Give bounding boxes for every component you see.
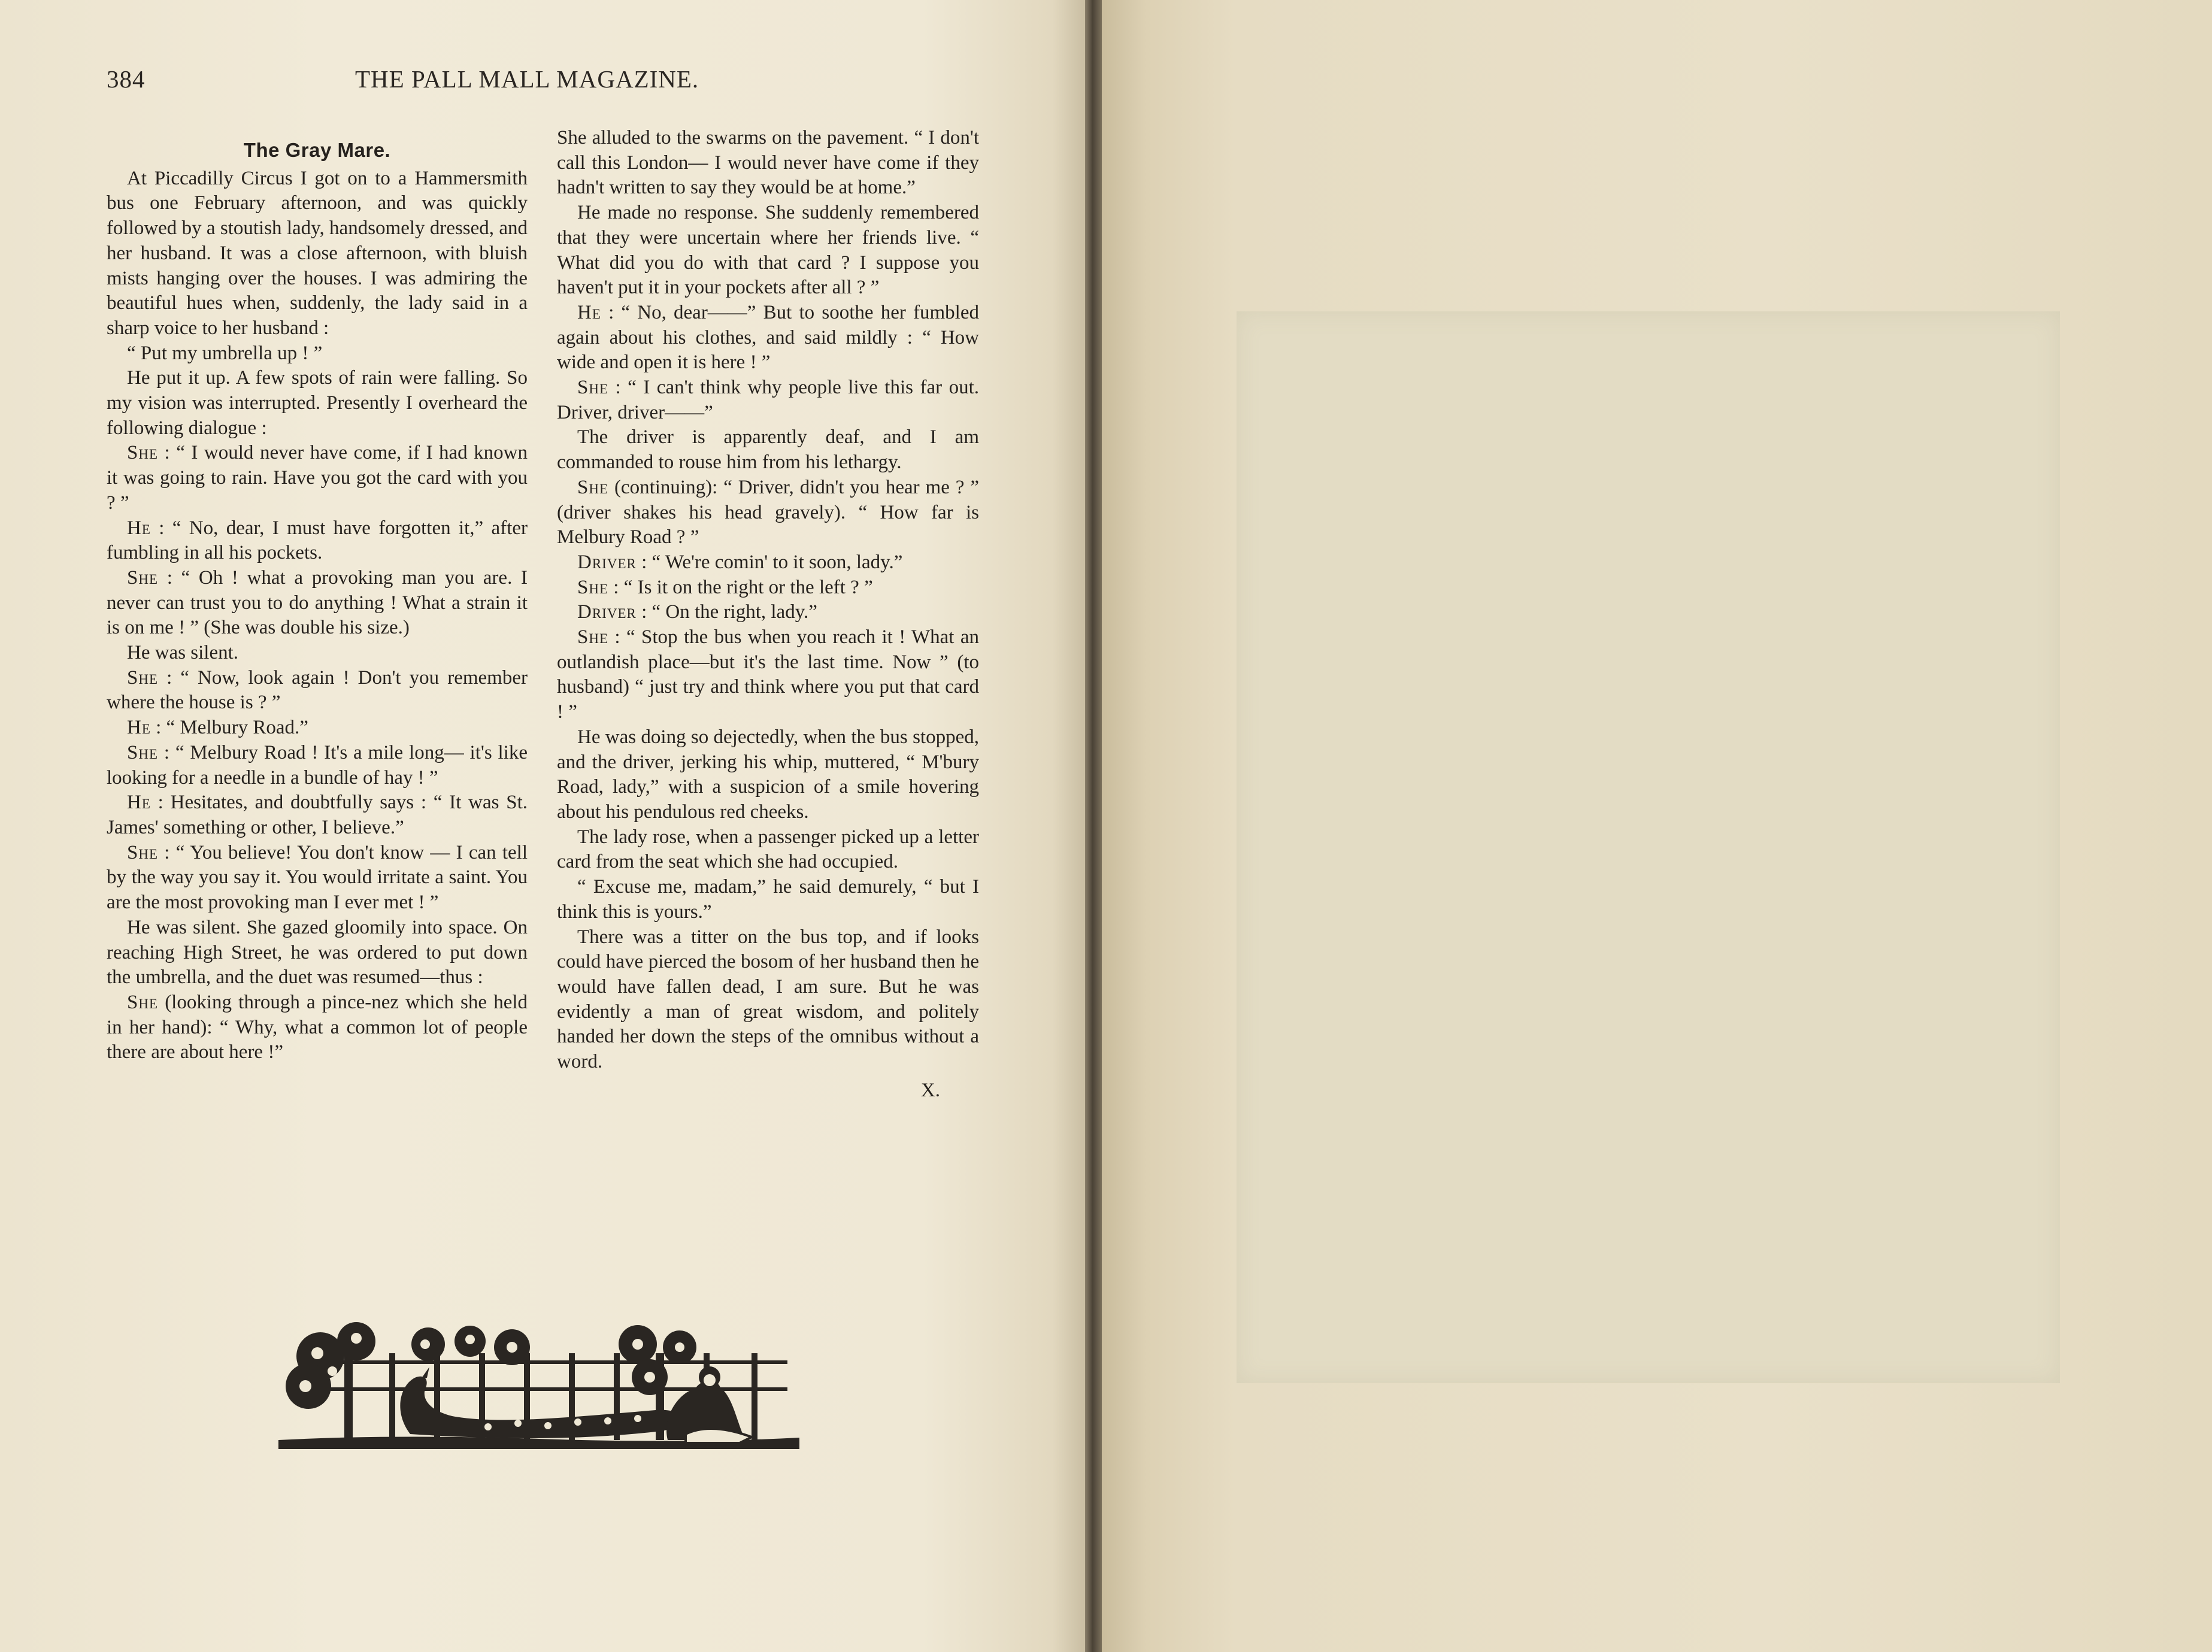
speaker-label: She [127,566,159,589]
paragraph [557,425,979,475]
paragraph [557,375,979,425]
paragraph-text: “ Excuse me, madam,” he said demurely, “ but I think this is yours.” [557,876,979,923]
speaker-label: He [577,301,601,323]
paragraph-text: : “ You believe! You don't know — I can tell by the way you say it. You would irritate a saint. You are the most provoking man I ever met ! ” [107,841,528,914]
paragraph-text: She alluded to the swarms on the pavement. “ I don't call this London— I would never have come if they hadn't written to say they would be at home.” [557,127,979,199]
speaker-label: She [127,666,159,689]
paragraph [557,575,979,601]
paragraph [107,790,528,840]
blank-tissue-sheet [1237,311,2060,1383]
paragraph-text: : “ Melbury Road ! It's a mile long— it's like looking for a needle in a bundle of hay ! ” [107,741,528,789]
speaker-label: Driver [577,551,637,573]
paragraph [557,925,979,1075]
speaker-label: He [127,792,151,814]
paragraph [107,641,528,666]
paragraph-text: He was silent. [127,642,239,664]
paragraph [107,166,528,341]
left-paragraphs [107,166,528,1065]
paragraph [557,201,979,301]
paragraph [107,916,528,990]
paragraph-text: The lady rose, when a passenger picked up a letter card from the seat which she had occupied. [557,826,979,873]
peacock-and-lady-garden-vignette-icon [272,1320,805,1461]
page-number: 384 [107,65,146,93]
paragraph-text: (looking through a pince-nez which she held in her hand): “ Why, what a common lot of people there are about here !” [107,991,528,1063]
paragraph [107,990,528,1065]
paragraph [557,301,979,375]
paragraph-text: : Hesitates, and doubtfully says : “ It was St. James' something or other, I believe.” [107,792,528,838]
author-signature: X. [920,1079,940,1101]
paragraph [557,550,979,575]
running-title: THE PALL MALL MAGAZINE. [355,65,699,93]
paragraph [557,725,979,825]
right-paragraphs [557,126,979,1075]
speaker-label: He [127,517,151,539]
paragraph-text: He was doing so dejectedly, when the bus stopped, and the driver, jerking his whip, muttered, “ M'bury Road, lady,” with a suspicion of a smile hovering about his pendulous red cheeks. [557,726,979,823]
paragraph [107,366,528,441]
paragraph [107,841,528,916]
paragraph [107,666,528,716]
paragraph-text: He was silent. She gazed gloomily into space. On reaching High Street, he was ordered to put down the umbrella, and the duet was resumed—thus : [107,916,528,989]
article-title: The Gray Mare. [243,139,391,161]
paragraph-text: : “ Melbury Road.” [156,717,308,739]
paragraph-text: He made no response. She suddenly remembered that they were uncertain where her friends live. “ What did you do with that card ? I suppose you haven't put it in your pockets after all ? ” [557,202,979,299]
paragraph [557,625,979,725]
paragraph-text: : “ Is it on the right or the left ? ” [613,576,873,598]
paragraph-text: : “ No, dear——” But to soothe her fumbled again about his clothes, and said mildly : “ How wide and open it is here ! ” [557,301,979,374]
paragraph-text: There was a titter on the bus top, and if looks could have pierced the bosom of her husband then he would have fallen dead, I am sure. But he was evidently a man of great wisdom, and politely handed her down the steps of the omnibus without a word. [557,926,979,1073]
speaker-label: Driver [577,601,637,623]
paragraph-text: : “ I would never have come, if I had known it was going to rain. Have you got the card with you ? ” [107,442,528,514]
paragraph-text: He put it up. A few spots of rain were falling. So my vision was interrupted. Presently I overheard the following dialogue : [107,367,528,439]
paragraph [107,716,528,741]
paragraph-text: At Piccadilly Circus I got on to a Hammersmith bus one February afternoon, and was quickly followed by a stoutish lady, handsomely dressed, and her husband. It was a close afternoon, with bluish mists hanging over the houses. I was admiring the beautiful hues when, suddenly, the lady said in a sharp voice to her husband : [107,167,528,339]
paragraph [107,341,528,366]
paragraph-text: : “ I can't think why people live this far out. Driver, driver——” [557,377,979,423]
speaker-label: She [577,476,609,498]
paragraph [107,566,528,641]
paragraph-text: : “ Stop the bus when you reach it ! What an outlandish place—but it's the last time. Now ” (to husband) “ just try and think where you put that card ! ” [557,626,980,723]
speaker-label: She [127,741,159,763]
paragraph-text: : “ Now, look again ! Don't you remember where the house is ? ” [107,666,528,714]
paragraph-text: : “ We're comin' to it soon, lady.” [641,551,903,573]
paragraph [107,516,528,566]
paragraph-text: (continuing): “ Driver, didn't you hear me ? ” (driver shakes his head gravely). “ How far is Melbury Road ? ” [557,476,979,548]
speaker-label: He [127,717,151,739]
left-page [0,0,1085,1652]
paragraph [557,825,979,875]
article-column-left [107,126,528,1065]
paragraph [107,441,528,516]
paragraph-text: : “ Oh ! what a provoking man you are. I never can trust you to do anything ! What a strain it is on me ! ” (She was double his size.) [107,566,528,639]
paragraph [557,475,979,550]
paragraph-text: : “ On the right, lady.” [641,601,817,623]
speaker-label: She [127,442,159,464]
speaker-label: She [127,991,159,1013]
article-column-right [557,126,979,1103]
page-header [107,65,981,101]
paragraph-text: The driver is apparently deaf, and I am commanded to rouse him from his lethargy. [557,426,979,474]
speaker-label: She [127,841,159,863]
speaker-label: She [577,576,609,598]
paragraph-text: “ Put my umbrella up ! ” [127,342,323,364]
paragraph [557,600,979,625]
book-gutter [1085,0,1102,1652]
paragraph [107,741,528,790]
speaker-label: She [577,377,609,399]
paragraph [557,875,979,924]
paragraph-text: : “ No, dear, I must have forgotten it,” after fumbling in all his pockets. [107,517,528,564]
paragraph [557,126,979,201]
speaker-label: She [577,626,609,648]
